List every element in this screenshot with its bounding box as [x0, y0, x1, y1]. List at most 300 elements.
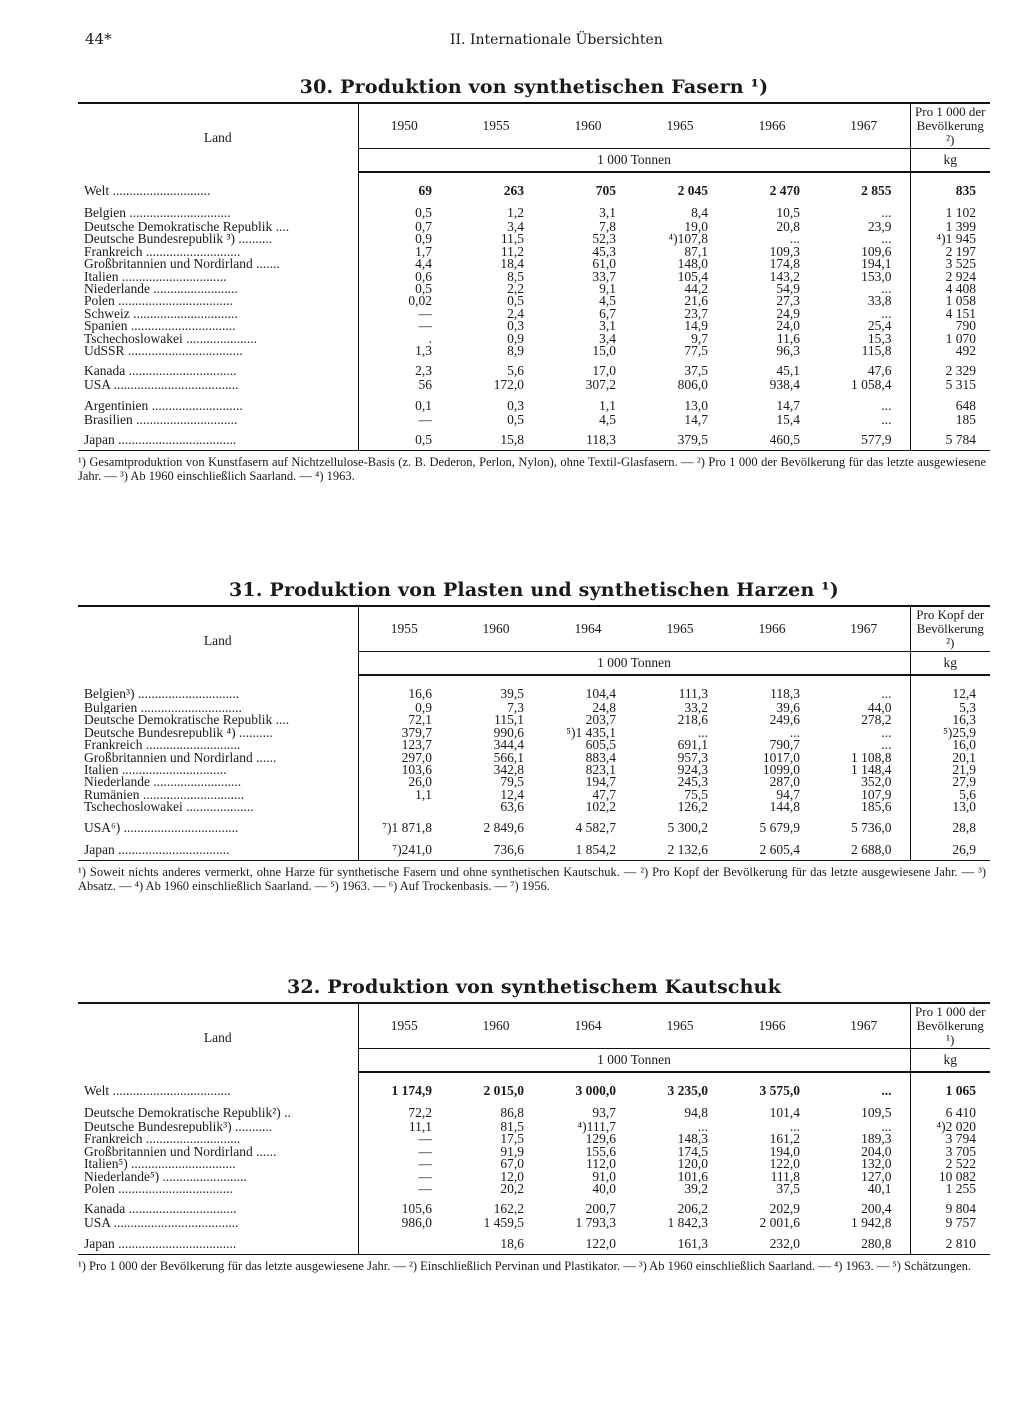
table-row	[78, 1099, 990, 1121]
table-row	[78, 1121, 990, 1133]
column-header-year: 1967	[818, 103, 910, 149]
value-cell: ⁷)241,0	[358, 836, 450, 861]
value-cell: 20,2	[500, 1181, 524, 1197]
table-title: 32. Produktion von synthetischem Kautschuk	[286, 976, 782, 998]
value-cell: 307,2	[585, 377, 616, 393]
value-cell: 185,6	[861, 799, 892, 815]
value-cell: 2,2	[507, 281, 524, 297]
per-head-cell: 5 315	[910, 379, 990, 391]
value-cell: 37,5	[684, 363, 708, 379]
value-cell: 379,7	[401, 724, 432, 740]
value-cell: 12,0	[500, 1168, 524, 1184]
table-row	[78, 357, 990, 379]
row-label: Niederlande⁵) .........................	[78, 1171, 358, 1183]
value-cell: 11,5	[500, 231, 524, 247]
column-header-year: 1960	[450, 1003, 542, 1049]
value-cell: 7,8	[599, 219, 616, 234]
value-cell: 0,5	[507, 411, 524, 427]
per-head-cell: ⁴)2 020	[910, 1121, 990, 1133]
value-cell: 103,6	[401, 762, 432, 778]
column-header-year: 1955	[358, 1003, 450, 1049]
per-head-cell: 3 705	[910, 1146, 990, 1158]
value-cell: 155,6	[585, 1143, 616, 1159]
value-cell: 148,3	[677, 1131, 708, 1147]
per-head-cell: 28,8	[910, 814, 990, 836]
table-row	[78, 414, 990, 426]
value-cell: 174,8	[769, 256, 800, 272]
value-cell: 132,0	[861, 1156, 892, 1172]
value-cell: 39,2	[684, 1181, 708, 1197]
per-head-cell: 5 784	[910, 426, 990, 451]
value-cell: 27,3	[776, 293, 800, 309]
value-cell: ...	[697, 1119, 708, 1134]
value-cell: 24,8	[592, 700, 616, 715]
value-cell: 278,2	[861, 712, 892, 728]
value-cell: 109,6	[861, 243, 892, 259]
table-row	[78, 1158, 990, 1170]
per-head-cell: 2 197	[910, 246, 990, 258]
value-cell: 172,0	[493, 377, 524, 393]
per-head-cell: 27,9	[910, 776, 990, 788]
value-cell: 12,4	[500, 786, 524, 802]
per-head-cell: 1 255	[910, 1183, 990, 1195]
value-cell: 986,0	[401, 1215, 432, 1231]
value-cell: 17,5	[500, 1131, 524, 1147]
footnote: ¹) Soweit nichts anderes vermerkt, ohne Harze für synthetische Fasern und ohne synthetischen Kautschuk. — ²) Pro Kopf der Bevölkerung für das letzte ausgewiesene Jahr. — ³) Absatz. — ⁴) Ab 1960 einschließlich Saarland. — ⁵) 1963. — ⁶) Auf Trockenbasis. — ⁷) 1956.	[78, 864, 986, 893]
per-head-cell: 4 151	[910, 308, 990, 320]
value-cell: 118,3	[542, 426, 634, 451]
per-head-cell: 10 082	[910, 1171, 990, 1183]
value-cell: 736,6	[450, 836, 542, 861]
per-head-cell: 1 399	[910, 221, 990, 233]
value-cell: 15,0	[592, 343, 616, 359]
value-cell: 11,6	[776, 330, 800, 346]
row-label: Deutsche Bundesrepublik ³) ..........	[78, 233, 358, 245]
value-cell: 4 582,7	[575, 819, 616, 835]
value-cell: 883,4	[585, 749, 616, 765]
value-cell: 3,4	[507, 219, 524, 234]
value-cell: 2 688,0	[818, 836, 910, 861]
value-cell: 297,0	[401, 749, 432, 765]
value-cell: 81,5	[500, 1119, 524, 1134]
value-cell: 23,9	[867, 219, 892, 234]
value-cell: ...	[881, 686, 892, 701]
value-cell: 790,7	[769, 737, 800, 753]
value-cell: 379,5	[634, 426, 726, 451]
value-cell: 129,6	[585, 1131, 616, 1147]
value-cell: .	[428, 330, 432, 346]
per-head-cell: 12,4	[910, 675, 990, 702]
value-cell: 4,5	[599, 411, 616, 427]
per-head-cell: 5,6	[910, 789, 990, 801]
value-cell: ...	[881, 281, 892, 297]
value-cell: 148,0	[677, 256, 708, 272]
row-label: Italien ...............................	[78, 764, 358, 776]
row-label: Frankreich ............................	[78, 1133, 358, 1145]
per-head-cell: 492	[910, 345, 990, 357]
value-cell: 5 300,2	[667, 819, 708, 835]
per-head-cell: 16,3	[910, 714, 990, 726]
value-cell: 0,5	[507, 293, 524, 309]
value-cell: 13,0	[684, 397, 708, 413]
table-title: 31. Produktion von Plasten und synthetischen Harzen ¹)	[229, 579, 839, 601]
value-cell: 8,9	[507, 343, 524, 359]
value-cell: 44,0	[867, 700, 892, 715]
value-cell: 109,5	[861, 1105, 892, 1120]
table-title: 30. Produktion von synthetischen Fasern ¹)	[299, 76, 769, 98]
value-cell: 17,0	[592, 363, 616, 379]
value-cell: ...	[881, 411, 892, 427]
value-cell: 1,3	[415, 343, 432, 359]
value-cell: 20,8	[776, 219, 800, 234]
table-row	[78, 1072, 990, 1099]
value-cell: ...	[881, 724, 892, 740]
value-cell: 52,3	[592, 231, 616, 247]
value-cell: 18,4	[500, 256, 524, 272]
value-cell: 10,5	[776, 205, 800, 220]
table-row	[78, 1133, 990, 1145]
per-head-cell: 2 522	[910, 1158, 990, 1170]
value-cell: 2 001,6	[759, 1215, 800, 1231]
value-cell: 287,0	[769, 774, 800, 790]
value-cell: ...	[881, 231, 892, 247]
value-cell: 54,9	[776, 281, 800, 297]
value-cell: 112,0	[586, 1156, 616, 1172]
value-cell: 40,1	[867, 1181, 892, 1197]
value-cell: 342,8	[493, 762, 524, 778]
value-cell: ...	[881, 397, 892, 413]
value-cell: 2 849,6	[483, 819, 524, 835]
column-header-year: 1967	[818, 606, 910, 652]
table-row	[78, 308, 990, 320]
value-cell: 0,3	[507, 397, 524, 413]
value-cell: 3,1	[599, 205, 616, 220]
value-cell: ⁷)1 871,8	[382, 819, 432, 835]
table-row	[78, 295, 990, 307]
value-cell: ...	[789, 724, 800, 740]
value-cell: 2 015,0	[483, 1083, 524, 1098]
value-cell: —	[418, 1156, 432, 1172]
row-label: Rumänien ..............................	[78, 789, 358, 801]
value-cell: 47,7	[592, 786, 616, 802]
per-head-cell: 185	[910, 414, 990, 426]
value-cell: 1,2	[507, 205, 524, 220]
per-head-cell: 3 525	[910, 258, 990, 270]
value-cell: 1 942,8	[851, 1215, 892, 1231]
row-label: Frankreich ............................	[78, 246, 358, 258]
value-cell: 460,5	[726, 426, 818, 451]
value-cell: 938,4	[769, 377, 800, 393]
row-label: Tschechoslowakei .....................	[78, 333, 358, 345]
row-label: Japan ...................................	[78, 1230, 358, 1255]
per-head-cell: 16,0	[910, 739, 990, 751]
value-cell: 96,3	[776, 343, 800, 359]
value-cell: 2 132,6	[634, 836, 726, 861]
value-cell: 0,1	[415, 397, 432, 413]
per-head-cell: 1 058	[910, 295, 990, 307]
row-label: Brasilien ..............................	[78, 414, 358, 426]
value-cell: 101,6	[677, 1168, 708, 1184]
table-row	[78, 333, 990, 345]
value-cell: 566,1	[493, 749, 524, 765]
value-cell: 25,4	[867, 318, 892, 334]
table-row	[78, 776, 990, 788]
value-cell: 194,1	[861, 256, 892, 272]
value-cell: 1 459,5	[483, 1215, 524, 1231]
value-cell: —	[418, 1143, 432, 1159]
value-cell: ⁵)1 435,1	[566, 724, 616, 740]
value-cell: —	[418, 1131, 432, 1147]
table-row	[78, 1217, 990, 1229]
value-cell: 249,6	[769, 712, 800, 728]
value-cell: 18,6	[450, 1230, 542, 1255]
unit-label: 1 000 Tonnen	[358, 149, 910, 173]
value-cell: 1 148,4	[851, 762, 892, 778]
value-cell: 9,7	[691, 330, 708, 346]
row-label: Deutsche Bundesrepublik ⁴) ..........	[78, 727, 358, 739]
value-cell: 75,5	[684, 786, 708, 802]
value-cell: —	[418, 1181, 432, 1197]
value-cell: 2 045	[677, 183, 708, 198]
value-cell: 924,3	[677, 762, 708, 778]
value-cell: 86,8	[500, 1105, 524, 1120]
row-label: Deutsche Demokratische Republik ....	[78, 714, 358, 726]
value-cell: ...	[881, 1119, 892, 1134]
value-cell: 263	[503, 183, 524, 198]
data-table	[78, 102, 990, 451]
value-cell: 87,1	[684, 243, 708, 259]
row-label: Bulgarien ..............................	[78, 702, 358, 714]
per-head-cell: 1 102	[910, 199, 990, 221]
value-cell: 5,6	[507, 363, 524, 379]
value-cell: 1,1	[415, 786, 432, 802]
value-cell: 1 842,3	[667, 1215, 708, 1231]
value-cell: 23,7	[684, 305, 708, 321]
per-head-unit: kg	[910, 652, 990, 676]
value-cell: 94,7	[776, 786, 800, 802]
value-cell: 162,2	[493, 1201, 524, 1217]
value-cell: 245,3	[677, 774, 708, 790]
row-label: USA .....................................	[78, 379, 358, 391]
value-cell: 1017,0	[762, 749, 800, 765]
value-cell: 0,3	[507, 318, 524, 334]
value-cell: 6,7	[599, 305, 616, 321]
column-header-per-head: Pro 1 000 der Bevölkerung ¹)	[910, 1003, 990, 1049]
table-row	[78, 1230, 990, 1255]
value-cell: 144,8	[769, 799, 800, 815]
per-head-cell: 2 810	[910, 1230, 990, 1255]
value-cell: 123,7	[401, 737, 432, 753]
value-cell: 1 174,9	[391, 1083, 432, 1098]
value-cell: 1 793,3	[575, 1215, 616, 1231]
row-label: Belgien ..............................	[78, 199, 358, 221]
value-cell: 0,5	[415, 281, 432, 297]
value-cell: 77,5	[684, 343, 708, 359]
table-row	[78, 392, 990, 414]
value-cell: 79,5	[500, 774, 524, 790]
value-cell: 174,5	[677, 1143, 708, 1159]
value-cell: —	[418, 318, 432, 334]
row-label: USA .....................................	[78, 1217, 358, 1229]
table-row	[78, 283, 990, 295]
value-cell: 21,6	[684, 293, 708, 309]
value-cell: 0,5	[415, 205, 432, 220]
value-cell: 93,7	[592, 1105, 616, 1120]
value-cell: 8,5	[507, 268, 524, 284]
row-label: Frankreich ............................	[78, 739, 358, 751]
row-label: Welt .............................	[78, 172, 358, 199]
table-row	[78, 233, 990, 245]
value-cell: 806,0	[677, 377, 708, 393]
value-cell: 990,6	[493, 724, 524, 740]
row-label: Welt ...................................	[78, 1072, 358, 1099]
row-label: Tschechoslowakei ....................	[78, 801, 358, 813]
data-table	[78, 1002, 990, 1255]
value-cell: 577,9	[818, 426, 910, 451]
value-cell: 111,8	[770, 1168, 800, 1184]
table-row	[78, 1146, 990, 1158]
value-cell: ...	[881, 205, 892, 220]
value-cell: 15,3	[867, 330, 892, 346]
value-cell: 3 575,0	[759, 1083, 800, 1098]
per-head-cell: 1 065	[910, 1072, 990, 1099]
value-cell: ...	[881, 1083, 892, 1098]
table-row	[78, 801, 990, 813]
column-header-year: 1966	[726, 103, 818, 149]
value-cell: —	[418, 1168, 432, 1184]
per-head-cell: 2 329	[910, 357, 990, 379]
value-cell: 204,0	[861, 1143, 892, 1159]
value-cell: ...	[789, 231, 800, 247]
value-cell: 0,7	[415, 219, 432, 234]
value-cell: 705	[595, 183, 616, 198]
value-cell: ...	[789, 1119, 800, 1134]
value-cell: 3 000,0	[575, 1083, 616, 1098]
value-cell: 72,1	[408, 712, 432, 728]
value-cell: 2 605,4	[726, 836, 818, 861]
table-row	[78, 320, 990, 332]
column-header-year: 1966	[726, 606, 818, 652]
column-header-per-head: Pro 1 000 der Bevölkerung ²)	[910, 103, 990, 149]
column-header-year: 1960	[450, 606, 542, 652]
value-cell	[358, 1230, 450, 1255]
column-header-year: 1955	[358, 606, 450, 652]
value-cell: 107,9	[861, 786, 892, 802]
per-head-cell: 9 757	[910, 1217, 990, 1229]
value-cell: 26,0	[408, 774, 432, 790]
table-row	[78, 727, 990, 739]
per-head-cell: 13,0	[910, 801, 990, 813]
row-label: Polen ..................................	[78, 1183, 358, 1195]
value-cell: ⁴)111,7	[577, 1119, 616, 1134]
per-head-cell: 790	[910, 320, 990, 332]
value-cell: 5 679,9	[759, 819, 800, 835]
column-header-year: 1967	[818, 1003, 910, 1049]
value-cell: 109,3	[769, 243, 800, 259]
row-label: Italien ...............................	[78, 271, 358, 283]
value-cell: 47,6	[867, 363, 892, 379]
row-label: Japan .................................	[78, 836, 358, 861]
value-cell: 101,4	[769, 1105, 800, 1120]
row-label: Deutsche Bundesrepublik³) ...........	[78, 1121, 358, 1133]
column-header-year: 1966	[726, 1003, 818, 1049]
per-head-cell: 20,1	[910, 752, 990, 764]
value-cell: ...	[881, 737, 892, 753]
value-cell: 1 058,4	[851, 377, 892, 393]
unit-label: 1 000 Tonnen	[358, 1049, 910, 1073]
value-cell: 15,4	[776, 411, 800, 427]
value-cell: 161,2	[769, 1131, 800, 1147]
value-cell: 63,6	[500, 799, 524, 815]
per-head-cell: 4 408	[910, 283, 990, 295]
value-cell: 1099,0	[762, 762, 800, 778]
table-row	[78, 345, 990, 357]
value-cell: 1,7	[415, 243, 432, 259]
value-cell: 202,9	[769, 1201, 800, 1217]
value-cell: —	[418, 411, 432, 427]
row-label: Kanada ................................	[78, 357, 358, 379]
value-cell: 153,0	[861, 268, 892, 284]
value-cell: 344,4	[493, 737, 524, 753]
table-row	[78, 258, 990, 270]
value-cell: 45,3	[592, 243, 616, 259]
table-32-block	[78, 972, 990, 1273]
per-head-unit: kg	[910, 149, 990, 173]
footnote: ¹) Gesamtproduktion von Kunstfasern auf Nichtzellulose-Basis (z. B. Dederon, Perlon, Nylon), ohne Textil-Glasfasern. — ²) Pro 1 000 der Bevölkerung für das letzte ausgewiesene Jahr. — ³) Ab 1960 einschließlich Saarland. — ⁴) 1963.	[78, 455, 986, 484]
table-row	[78, 172, 990, 199]
value-cell: 143,2	[769, 268, 800, 284]
value-cell: 39,5	[500, 686, 524, 701]
row-label: Kanada ................................	[78, 1195, 358, 1217]
value-cell: 67,0	[500, 1156, 524, 1172]
per-head-cell: 21,9	[910, 764, 990, 776]
value-cell: 122,0	[542, 1230, 634, 1255]
table-row	[78, 1171, 990, 1183]
value-cell: 232,0	[726, 1230, 818, 1255]
value-cell: 280,8	[818, 1230, 910, 1255]
table-row	[78, 379, 990, 391]
value-cell: 3,1	[599, 318, 616, 334]
row-label: Niederlande .........................	[78, 283, 358, 295]
value-cell: 0,9	[415, 700, 432, 715]
value-cell: 194,0	[769, 1143, 800, 1159]
value-cell: 200,4	[861, 1201, 892, 1217]
value-cell	[358, 801, 450, 813]
column-header-year: 1964	[542, 606, 634, 652]
per-head-cell: 2 924	[910, 271, 990, 283]
footnote: ¹) Pro 1 000 der Bevölkerung für das letzte ausgewiesene Jahr. — ²) Einschließlich Pervinan und Plastikator. — ³) Ab 1960 einschließlich Saarland. — ⁴) 1963. — ⁵) Schätzungen.	[78, 1258, 972, 1273]
value-cell: 2,3	[415, 363, 432, 379]
row-label: Argentinien ...........................	[78, 392, 358, 414]
row-label: USA⁶) ..................................	[78, 814, 358, 836]
per-head-cell: 648	[910, 392, 990, 414]
value-cell: 206,2	[677, 1201, 708, 1217]
row-label: Großbritannien und Nordirland ......	[78, 1146, 358, 1158]
row-label: UdSSR ..................................	[78, 345, 358, 357]
column-header-year: 1955	[450, 103, 542, 149]
per-head-cell: 3 794	[910, 1133, 990, 1145]
value-cell: 72,2	[408, 1105, 432, 1120]
value-cell: 105,4	[677, 268, 708, 284]
per-head-cell: 26,9	[910, 836, 990, 861]
value-cell: ...	[881, 305, 892, 321]
per-head-cell: 9 804	[910, 1195, 990, 1217]
value-cell: 44,2	[684, 281, 708, 297]
value-cell: 33,7	[592, 268, 616, 284]
value-cell: ...	[697, 724, 708, 740]
column-header-per-head: Pro Kopf der Bevölkerung ²)	[910, 606, 990, 652]
value-cell: 0,9	[507, 330, 524, 346]
